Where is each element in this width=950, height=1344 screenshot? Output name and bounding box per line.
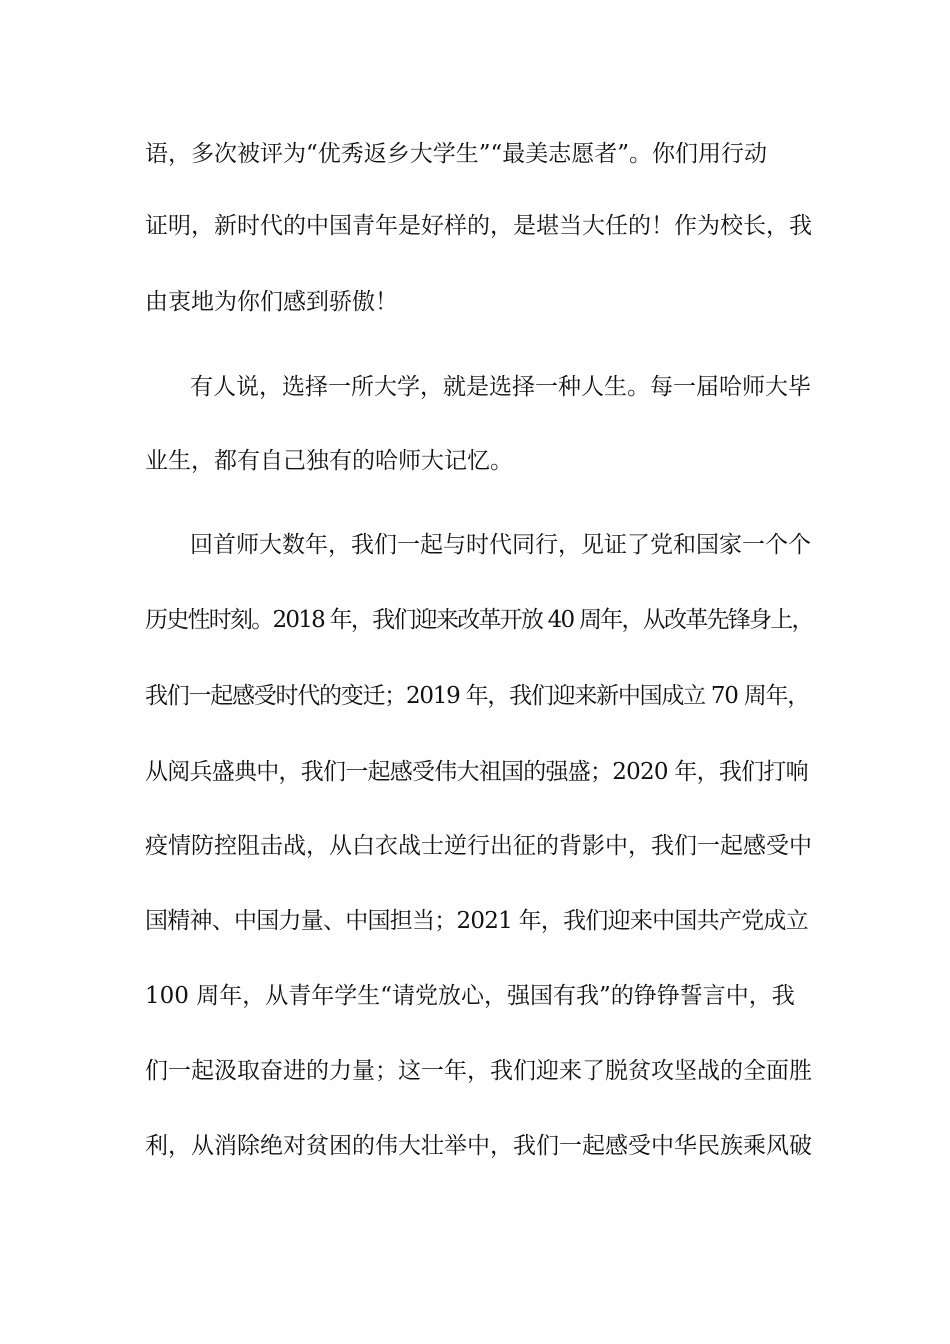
paragraph-first-line: 有人说，选择一所大学，就是选择一种人生。每一届哈师大毕 bbox=[190, 374, 811, 400]
text-line: 由衷地为你们感到骄傲！ bbox=[145, 289, 398, 315]
text-line: 我们一起感受时代的变迁；2019 年，我们迎来新中国成立 70 周年， bbox=[145, 683, 809, 709]
text-line: 疫情防控阻击战，从白衣战士逆行出征的背影中，我们一起感受中 bbox=[145, 833, 812, 859]
text-line: 业生，都有自己独有的哈师大记忆。 bbox=[145, 448, 513, 474]
text-line: 证明，新时代的中国青年是好样的，是堪当大任的！作为校长，我 bbox=[145, 213, 812, 239]
text-line: 利，从消除绝对贫困的伟大壮举中，我们一起感受中华民族乘风破 bbox=[145, 1133, 812, 1159]
text-line: 历史性时刻。2018 年，我们迎来改革开放 40 周年，从改革先锋身上， bbox=[145, 607, 813, 633]
paragraph-first-line: 回首师大数年，我们一起与时代同行，见证了党和国家一个个 bbox=[190, 532, 811, 558]
text-line: 100 周年，从青年学生“请党放心，强国有我”的铮铮誓言中，我 bbox=[145, 983, 795, 1009]
text-line: 语，多次被评为“优秀返乡大学生”“最美志愿者”。你们用行动 bbox=[145, 141, 768, 167]
text-line: 们一起汲取奋进的力量；这一年，我们迎来了脱贫攻坚战的全面胜 bbox=[145, 1058, 812, 1084]
text-line: 从阅兵盛典中，我们一起感受伟大祖国的强盛；2020 年，我们打响 bbox=[145, 759, 808, 785]
text-line: 国精神、中国力量、中国担当；2021 年，我们迎来中国共产党成立 bbox=[145, 908, 808, 934]
